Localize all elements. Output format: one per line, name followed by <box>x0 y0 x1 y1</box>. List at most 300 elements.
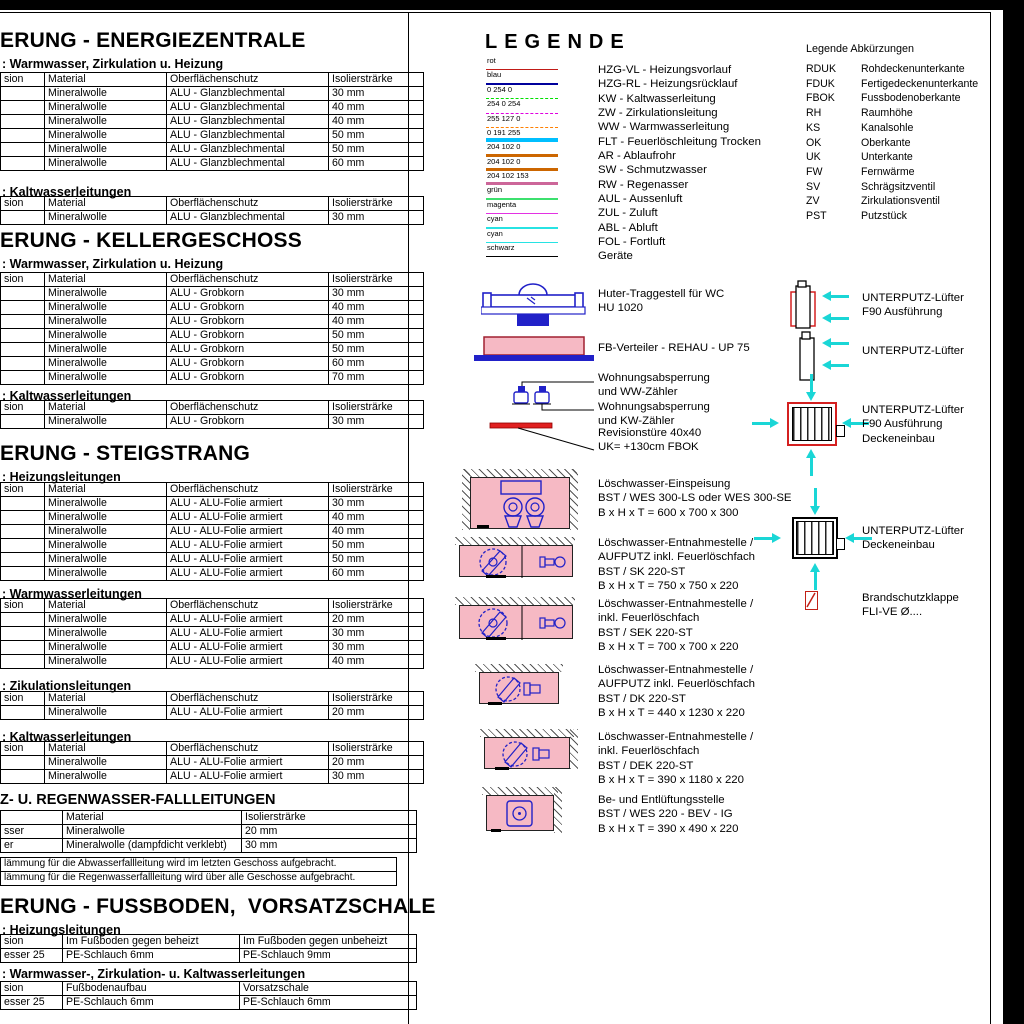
legend-description: ABL - Abluft <box>598 221 658 234</box>
kellergeschoss-kaltwasser-table <box>0 400 424 429</box>
wall-hatch <box>554 787 562 833</box>
line-color-label: 0 254 0 <box>487 84 513 94</box>
table-cell <box>1 143 45 157</box>
legend-line-sample <box>486 201 558 215</box>
table-cell: 30 mm <box>329 627 424 641</box>
abbreviation-row <box>806 194 978 209</box>
subsection-kaltwasser: : Kaltwasserleitungen <box>2 389 132 403</box>
line-color-label: rot <box>487 56 496 65</box>
line-color-label: 254 0 254 <box>487 99 521 109</box>
column-header: sion <box>1 273 45 287</box>
caption-line: Deckeneinbau <box>862 539 935 552</box>
abbreviation-row <box>806 136 978 151</box>
legend-line-sample <box>486 230 558 244</box>
caption-line: Deckeneinbau <box>862 432 935 445</box>
table-cell: 40 mm <box>329 115 424 129</box>
table-cell: Mineralwolle <box>45 329 167 343</box>
column-header: Oberflächenschutz <box>167 483 329 497</box>
kw-zaehler-caption <box>598 400 710 429</box>
section-title-fallleitungen: Z- U. REGENWASSER-FALLLEITUNGEN <box>0 792 276 808</box>
table-cell <box>1 343 45 357</box>
table-cell: 40 mm <box>329 101 424 115</box>
sheet-right-border <box>990 12 991 1024</box>
fussboden-heizung-table-wrap <box>0 934 417 963</box>
right-border-band <box>1003 0 1024 1024</box>
legend-description: HZG-VL - Heizungsvorlauf <box>598 64 732 76</box>
ceiling-hatch <box>475 664 563 672</box>
table-cell <box>1 87 45 101</box>
fussboden-heizung-table <box>0 934 417 963</box>
grille-tab <box>836 538 845 550</box>
sk220-caption <box>598 536 755 593</box>
table-cell <box>1 613 45 627</box>
abbreviation-row <box>806 91 978 106</box>
table-cell: ALU - Glanzblechmental <box>167 87 329 101</box>
caption-line: B x H x T = 750 x 750 x 220 <box>598 579 739 592</box>
table-cell: ALU - ALU-Folie armiert <box>167 627 329 641</box>
legend-line-sample <box>486 186 558 200</box>
wc-mounting-frame-caption <box>598 287 724 316</box>
ceiling-hatch <box>480 729 574 737</box>
column-header: Oberflächenschutz <box>167 692 329 706</box>
steigstrang-kaltwasser-table <box>0 741 424 784</box>
column-header: Material <box>45 197 167 211</box>
table-cell: esser 25 <box>1 996 63 1010</box>
caption-line: B x H x T = 390 x 490 x 220 <box>598 822 739 835</box>
subsection-warmwasser: : Warmwasserleitungen <box>2 587 142 601</box>
caption-line: BST / DK 220-ST <box>598 692 686 705</box>
table-cell <box>1 497 45 511</box>
steigstrang-zirkulation-table-wrap <box>0 691 424 720</box>
column-header: Material <box>45 273 167 287</box>
abbreviation-code: RDUK <box>806 63 837 75</box>
ceiling-grille-icon <box>792 517 838 559</box>
table-cell: 50 mm <box>329 129 424 143</box>
column-header <box>1 811 63 825</box>
legend-description: AR - Ablaufrohr <box>598 150 676 163</box>
caption-line: HU 1020 <box>598 302 643 315</box>
subsection-warmwasser-zirkulation-heizung: : Warmwasser, Zirkulation u. Heizung <box>2 257 224 271</box>
ceiling-hatch <box>455 597 575 605</box>
loeschwasser-einspeisung-icon <box>470 477 570 529</box>
column-header: Vorsatzschale <box>240 982 417 996</box>
line-color-label: 204 102 0 <box>487 156 521 166</box>
caption-line: inkl. Feuerlöschfach <box>598 612 700 625</box>
fire-damper-caption <box>862 591 959 620</box>
column-header: Isoliersträrke <box>329 401 424 415</box>
table-cell: Mineralwolle <box>45 157 167 171</box>
column-header: Isoliersträrke <box>329 483 424 497</box>
table-cell: ALU - Glanzblechmental <box>167 143 329 157</box>
column-header: Material <box>63 811 242 825</box>
unterputz-luefter-f90-icon <box>788 280 822 330</box>
table-cell: 60 mm <box>329 157 424 171</box>
legend-description: RW - Regenasser <box>598 178 689 191</box>
entnahmestelle-dk220-icon <box>479 672 559 704</box>
table-cell: ALU - ALU-Folie armiert <box>167 567 329 581</box>
table-cell: Mineralwolle <box>45 706 167 720</box>
table-cell: Mineralwolle <box>45 415 167 429</box>
column-header: Im Fußboden gegen unbeheizt <box>240 935 417 949</box>
legend-line-sample <box>486 143 558 157</box>
ceiling-hatch <box>482 787 558 795</box>
legend-descriptions <box>598 63 761 264</box>
legend-description: FOL - Fortluft <box>598 236 666 249</box>
table-cell: Mineralwolle <box>45 143 167 157</box>
top-border-band <box>0 0 1024 10</box>
section-title-fussboden: ERUNG - FUSSBODEN, VORSATZSCHALE <box>0 895 436 918</box>
line-color-label: blau <box>487 70 502 80</box>
line-color-label: cyan <box>487 228 503 238</box>
table-cell: 50 mm <box>329 143 424 157</box>
abbreviation-text: Zirkulationsventil <box>861 195 940 208</box>
line-color-label: 204 102 153 <box>487 171 529 180</box>
abbreviation-text: Fussbodenoberkante <box>861 92 961 105</box>
table-cell: ALU - ALU-Folie armiert <box>167 539 329 553</box>
abbreviation-code: FBOK <box>806 92 835 105</box>
column-header: Oberflächenschutz <box>167 73 329 87</box>
column-header: Isoliersträrke <box>242 811 417 825</box>
fussboden-warmwasser-table-wrap <box>0 981 417 1010</box>
line-color-label: 204 102 0 <box>487 142 521 152</box>
caption-line: und WW-Zähler <box>598 386 678 399</box>
table-cell: Mineralwolle <box>45 613 167 627</box>
caption-line: Brandschutzklappe <box>862 592 959 604</box>
grille-caption <box>862 524 964 553</box>
luefter-f90-caption <box>862 291 964 320</box>
table-cell <box>1 627 45 641</box>
table-cell: 20 mm <box>329 756 424 770</box>
bev-caption <box>598 793 738 836</box>
einspeisung-caption <box>598 477 792 520</box>
table-cell: Mineralwolle <box>45 627 167 641</box>
table-cell <box>1 770 45 784</box>
caption-line: UNTERPUTZ-Lüfter <box>862 345 964 357</box>
line-color-label: magenta <box>487 199 517 209</box>
table-cell: 30 mm <box>329 287 424 301</box>
table-cell: Mineralwolle <box>45 497 167 511</box>
airflow-arrow-icon <box>754 533 781 544</box>
table-cell <box>1 756 45 770</box>
table-cell: ALU - Glanzblechmental <box>167 211 329 225</box>
subsection-warmwasser-zirkulation-heizung: : Warmwasser, Zirkulation u. Heizung <box>2 57 224 71</box>
table-cell: ALU - Grobkorn <box>167 415 329 429</box>
abbreviation-row <box>806 77 978 92</box>
table-cell: 40 mm <box>329 301 424 315</box>
table-cell <box>1 539 45 553</box>
steigstrang-zirkulation-table <box>0 691 424 720</box>
column-header: Isoliersträrke <box>329 599 424 613</box>
airflow-arrow-icon <box>822 291 849 302</box>
airflow-arrow-icon <box>822 360 849 371</box>
steigstrang-warmwasser-table-wrap <box>0 598 424 669</box>
abbreviation-row <box>806 121 978 136</box>
legend-line-sample <box>486 244 558 258</box>
sek220-caption <box>598 597 753 654</box>
line-color-label: grün <box>487 185 503 195</box>
table-cell <box>1 101 45 115</box>
table-cell <box>1 301 45 315</box>
table-cell <box>1 315 45 329</box>
abbreviation-code: ZV <box>806 195 820 208</box>
abbreviation-code: KS <box>806 121 821 134</box>
caption-line: FLI-VE Ø.... <box>862 606 923 619</box>
table-cell: Mineralwolle <box>45 115 167 129</box>
table-cell: 20 mm <box>242 825 417 839</box>
table-cell: Mineralwolle <box>45 525 167 539</box>
abbreviation-row <box>806 106 978 121</box>
column-header: sion <box>1 982 63 996</box>
table-cell: Mineralwolle <box>45 511 167 525</box>
column-header: Material <box>45 401 167 415</box>
abbreviation-code: UK <box>806 151 821 164</box>
column-header: sion <box>1 742 45 756</box>
entnahmestelle-dek220-icon <box>484 737 570 769</box>
column-header: sion <box>1 197 45 211</box>
line-sample <box>486 256 558 257</box>
steigstrang-heizung-table-wrap <box>0 482 424 581</box>
abbreviations-list <box>806 62 978 224</box>
table-cell: 30 mm <box>329 211 424 225</box>
table-cell: ALU - ALU-Folie armiert <box>167 525 329 539</box>
table-cell: Mineralwolle <box>45 371 167 385</box>
abbreviation-code: OK <box>806 136 822 149</box>
fussboden-warmwasser-table <box>0 981 417 1010</box>
table-cell <box>1 641 45 655</box>
caption-line: BST / WES 220 - BEV - IG <box>598 808 733 821</box>
table-cell: Mineralwolle <box>45 101 167 115</box>
steigstrang-heizung-table <box>0 482 424 581</box>
grille-f90-caption <box>862 403 964 446</box>
column-header: sion <box>1 483 45 497</box>
wall-hatch <box>462 469 470 530</box>
ww-zaehler-caption <box>598 371 710 400</box>
luefter-caption <box>862 344 964 358</box>
table-cell: 20 mm <box>329 613 424 627</box>
table-cell: Mineralwolle <box>45 567 167 581</box>
wall-hatch <box>570 469 578 530</box>
line-color-label: cyan <box>487 214 503 224</box>
caption-line: Löschwasser-Entnahmestelle / <box>598 598 754 610</box>
table-cell: ALU - ALU-Folie armiert <box>167 641 329 655</box>
table-cell <box>1 357 45 371</box>
column-header: sion <box>1 935 63 949</box>
table-cell: 40 mm <box>329 525 424 539</box>
table-cell: 30 mm <box>329 497 424 511</box>
table-cell: 40 mm <box>329 511 424 525</box>
table-cell: ALU - Grobkorn <box>167 357 329 371</box>
dek220-caption <box>598 730 753 787</box>
column-header: Material <box>45 742 167 756</box>
steigstrang-warmwasser-table <box>0 598 424 669</box>
table-cell: 30 mm <box>329 415 424 429</box>
table-cell: Mineralwolle <box>45 287 167 301</box>
table-cell: ALU - Glanzblechmental <box>167 101 329 115</box>
column-header: Material <box>45 73 167 87</box>
column-header: sion <box>1 73 45 87</box>
line-color-label: 255 127 0 <box>487 113 521 123</box>
section-title-steigstrang: ERUNG - STEIGSTRANG <box>0 442 250 465</box>
table-cell: 60 mm <box>329 567 424 581</box>
table-cell: ALU - ALU-Folie armiert <box>167 770 329 784</box>
column-header: Oberflächenschutz <box>167 401 329 415</box>
caption-line: Wohnungsabsperrung <box>598 401 710 413</box>
abbreviation-text: Kanalsohle <box>861 121 914 134</box>
table-cell: Mineralwolle <box>45 315 167 329</box>
abbreviation-code: PST <box>806 210 827 223</box>
legend-line-sample <box>486 71 558 85</box>
abbreviation-text: Putzstück <box>861 210 907 223</box>
column-header: sion <box>1 599 45 613</box>
caption-line: B x H x T = 700 x 700 x 220 <box>598 640 739 653</box>
legend-line-sample <box>486 215 558 229</box>
table-cell: 60 mm <box>329 357 424 371</box>
table-cell: Mineralwolle <box>45 343 167 357</box>
table-cell: ALU - Grobkorn <box>167 371 329 385</box>
table-cell: ALU - Glanzblechmental <box>167 129 329 143</box>
subsection-warmwasser-zirkulation-kaltwasser: : Warmwasser-, Zirkulation- u. Kaltwasserleitungen <box>2 967 306 981</box>
section-title-energiezentrale: ERUNG - ENERGIEZENTRALE <box>0 29 306 52</box>
line-color-label: 0 191 255 <box>487 127 521 137</box>
table-cell: ALU - Grobkorn <box>167 343 329 357</box>
table-cell: 50 mm <box>329 329 424 343</box>
subsection-kaltwasser: : Kaltwasserleitungen <box>2 185 132 199</box>
table-cell: Mineralwolle <box>45 87 167 101</box>
energiezentrale-kaltwasser-table <box>0 196 424 225</box>
abbreviation-text: Schrägsitzventil <box>861 180 936 193</box>
caption-line: Löschwasser-Einspeisung <box>598 478 731 490</box>
column-header: Material <box>45 599 167 613</box>
wall-hatch <box>570 729 578 769</box>
legend-line-sample <box>486 158 558 172</box>
table-cell: Mineralwolle <box>45 655 167 669</box>
legend-line-sample <box>486 100 558 114</box>
table-cell: Mineralwolle <box>45 756 167 770</box>
column-header: Isoliersträrke <box>329 197 424 211</box>
column-header: Isoliersträrke <box>329 742 424 756</box>
table-cell: Mineralwolle <box>45 539 167 553</box>
abbreviation-text: Raumhöhe <box>861 107 913 120</box>
caption-line: F90 Ausführung <box>862 418 943 431</box>
kellergeschoss-warmwasser-table-wrap <box>0 272 424 385</box>
caption-line: B x H x T = 600 x 700 x 300 <box>598 506 739 519</box>
caption-line: Löschwasser-Entnahmestelle / <box>598 731 754 743</box>
wall-hatch <box>463 469 577 477</box>
table-cell: 50 mm <box>329 539 424 553</box>
legend-line-sample <box>486 129 558 143</box>
caption-line: BST / WES 300-LS oder WES 300-SE <box>598 492 792 505</box>
table-cell: ALU - ALU-Folie armiert <box>167 655 329 669</box>
subsection-heizung: : Heizungsleitungen <box>2 923 121 937</box>
abbreviation-text: Unterkante <box>861 151 913 164</box>
table-cell <box>1 706 45 720</box>
column-header: sion <box>1 692 45 706</box>
legend-description: ZUL - Zuluft <box>598 207 658 220</box>
fallleitungen-notes <box>0 857 397 886</box>
fb-verteiler-caption <box>598 341 750 355</box>
table-cell: ALU - ALU-Folie armiert <box>167 553 329 567</box>
table-cell: Mineralwolle <box>45 129 167 143</box>
table-cell: er <box>1 839 63 853</box>
abbreviation-row <box>806 165 978 180</box>
legend-description: WW - Warmwasserleitung <box>598 121 730 134</box>
kellergeschoss-kaltwasser-table-wrap <box>0 400 424 429</box>
legend-line-samples <box>486 57 558 258</box>
table-cell: 20 mm <box>329 706 424 720</box>
table-cell: Mineralwolle <box>45 301 167 315</box>
section-title-kellergeschoss: ERUNG - KELLERGESCHOSS <box>0 229 302 252</box>
caption-line: BST / SEK 220-ST <box>598 626 693 639</box>
caption-line: Be- und Entlüftungsstelle <box>598 794 725 806</box>
fire-damper-icon <box>805 591 818 610</box>
table-cell: 30 mm <box>329 87 424 101</box>
table-cell: Mineralwolle <box>45 770 167 784</box>
abbreviation-text: Fertigedeckenunterkante <box>861 77 979 90</box>
column-header: sion <box>1 401 45 415</box>
abbreviation-text: Fernwärme <box>861 165 915 178</box>
table-cell <box>1 415 45 429</box>
column-header: Material <box>45 692 167 706</box>
entnahmestelle-sek220-icon <box>459 605 573 639</box>
table-cell <box>1 157 45 171</box>
be-entlueftung-icon <box>486 795 554 831</box>
table-cell: Mineralwolle <box>45 357 167 371</box>
airflow-arrow-icon <box>822 313 849 324</box>
table-cell <box>1 567 45 581</box>
energiezentrale-warmwasser-table <box>0 72 424 171</box>
airflow-arrow-icon <box>810 488 821 515</box>
abbreviation-row <box>806 180 978 195</box>
table-cell: 40 mm <box>329 655 424 669</box>
column-header: Fußbodenaufbau <box>63 982 240 996</box>
table-cell: ALU - Grobkorn <box>167 329 329 343</box>
column-header: Oberflächenschutz <box>167 742 329 756</box>
column-header: Oberflächenschutz <box>167 197 329 211</box>
abbreviation-code: RH <box>806 107 822 120</box>
table-cell: ALU - ALU-Folie armiert <box>167 497 329 511</box>
caption-line: B x H x T = 440 x 1230 x 220 <box>598 706 745 719</box>
abbreviation-text: Rohdeckenunterkante <box>861 63 965 75</box>
caption-line: F90 Ausführung <box>862 306 943 319</box>
airflow-arrow-icon <box>752 418 779 429</box>
table-cell: 50 mm <box>329 553 424 567</box>
abbreviations-title: Legende Abkürzungen <box>806 43 915 55</box>
energiezentrale-warmwasser-table-wrap <box>0 72 424 171</box>
table-cell: 30 mm <box>242 839 417 853</box>
entnahmestelle-sk220-icon <box>459 545 573 577</box>
airflow-arrow-icon <box>806 449 817 476</box>
table-cell: ALU - Glanzblechmental <box>167 157 329 171</box>
caption-line: Wohnungsabsperrung <box>598 372 710 384</box>
valves-and-leaders-icon <box>460 280 600 460</box>
legend-description: HZG-RL - Heizungsrücklauf <box>598 78 738 91</box>
caption-line: AUFPUTZ inkl. Feuerlöschfach <box>598 551 755 564</box>
table-cell <box>1 115 45 129</box>
airflow-arrow-icon <box>822 338 849 349</box>
column-header: Isoliersträrke <box>329 692 424 706</box>
column-header: Oberflächenschutz <box>167 273 329 287</box>
caption-line: Huter-Traggestell für WC <box>598 288 725 300</box>
table-cell: PE-Schlauch 6mm <box>63 996 240 1010</box>
caption-line: FB-Verteiler - REHAU - UP 75 <box>598 342 750 354</box>
table-cell: 70 mm <box>329 371 424 385</box>
revisionstuere-caption: Revisionstüre 40x40 <box>598 427 702 439</box>
caption-line: UNTERPUTZ-Lüfter <box>862 525 964 537</box>
legend-description: KW - Kaltwasserleitung <box>598 92 716 105</box>
fallleitungen-notes-wrap <box>0 857 397 886</box>
abbreviation-text: Oberkante <box>861 136 911 149</box>
caption-line: B x H x T = 390 x 1180 x 220 <box>598 773 744 786</box>
